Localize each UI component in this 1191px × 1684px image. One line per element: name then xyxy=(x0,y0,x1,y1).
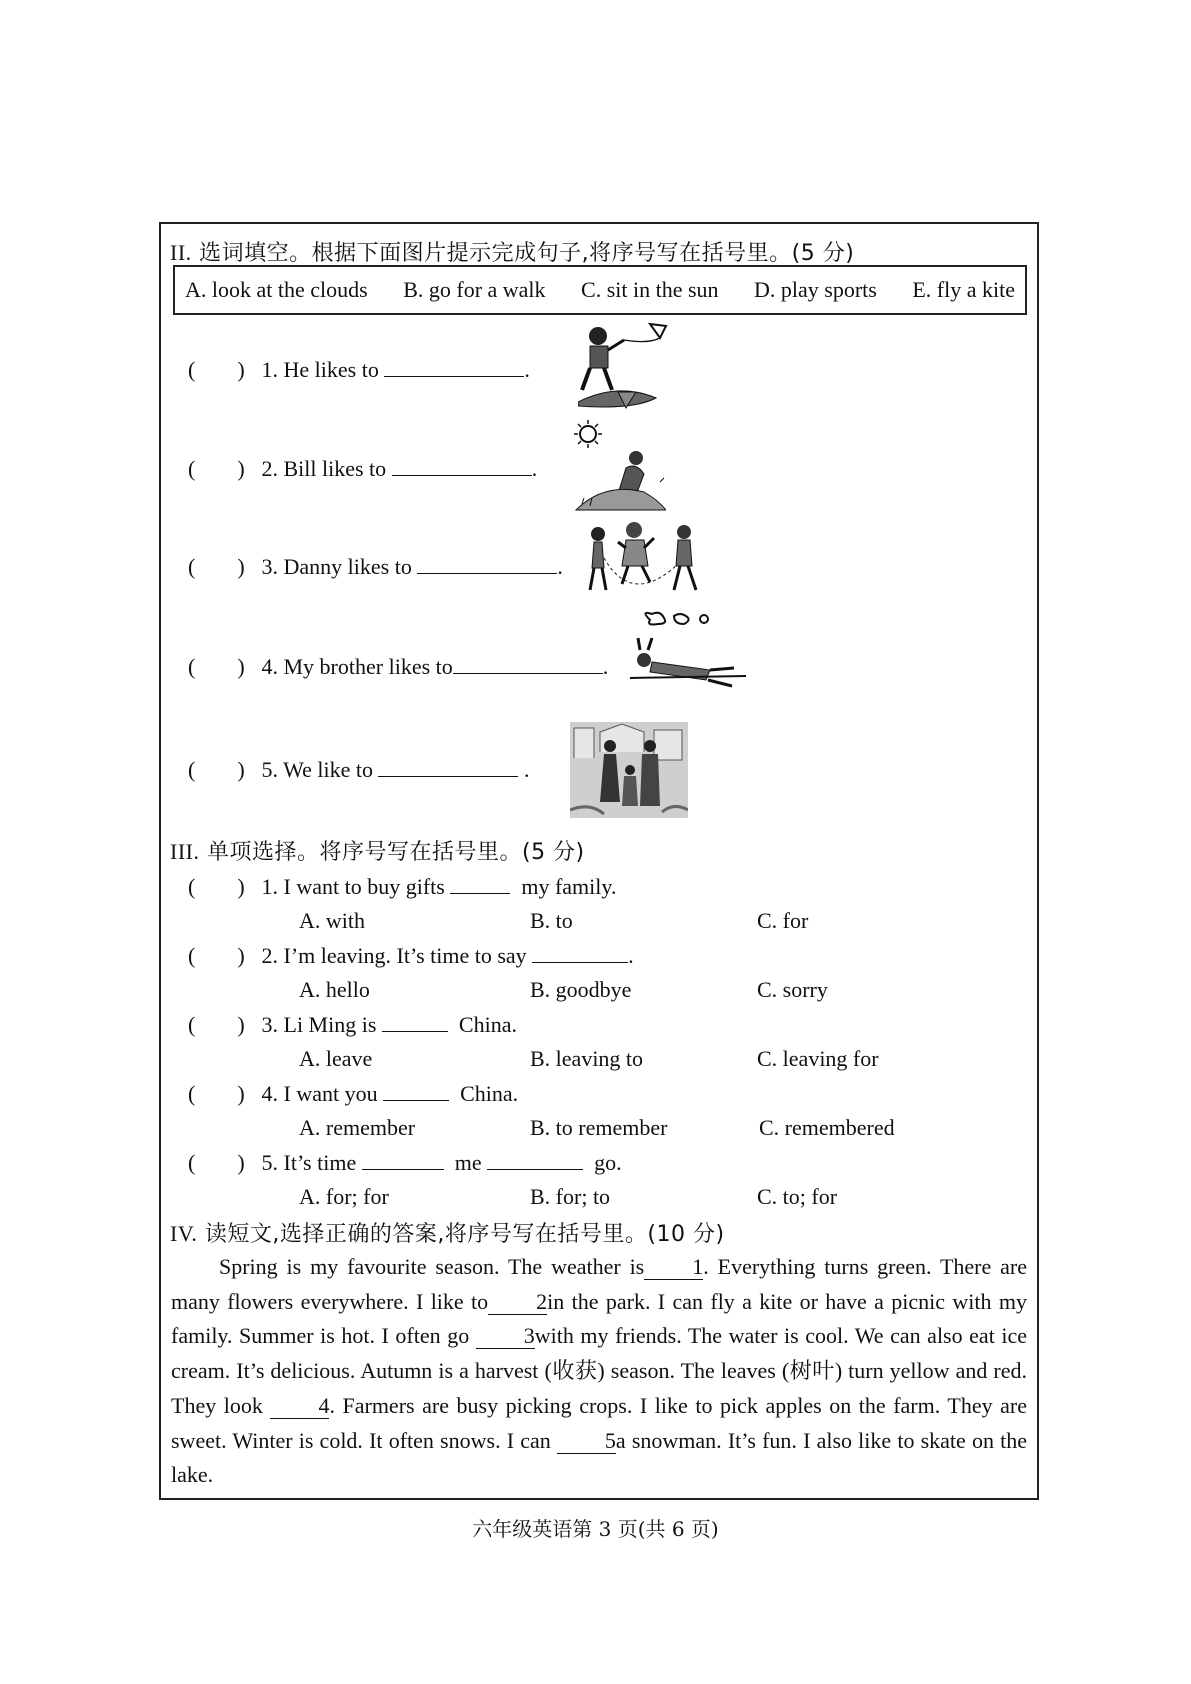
passage-blank-1: 1 xyxy=(644,1255,703,1280)
answer-blank xyxy=(382,1011,448,1032)
option-c: C. sit in the sun xyxy=(581,277,719,302)
answer-blank[interactable] xyxy=(417,553,557,574)
word-options-box xyxy=(173,265,1027,315)
option-b: B. go for a walk xyxy=(403,277,546,302)
page-footer: 六年级英语第 3 页(共 6 页) xyxy=(472,1517,719,1541)
answer-blank xyxy=(362,1149,444,1170)
choice-b[interactable]: B. to xyxy=(530,908,573,933)
passage-blank-3: 3 xyxy=(476,1324,535,1349)
choice-a[interactable]: A. hello xyxy=(299,977,370,1002)
answer-bracket[interactable]: ( ) xyxy=(188,654,245,679)
passage-blank-5: 5 xyxy=(557,1429,616,1454)
answer-blank[interactable] xyxy=(453,653,603,674)
answer-blank[interactable] xyxy=(392,455,532,476)
choice-b[interactable]: B. leaving to xyxy=(530,1046,644,1071)
answer-bracket[interactable]: ( ) xyxy=(188,357,245,382)
family-walk-icon xyxy=(570,722,688,818)
answer-blank xyxy=(532,942,628,963)
choice-c[interactable]: C. leaving for xyxy=(757,1046,879,1071)
choice-a[interactable]: A. for; for xyxy=(299,1184,389,1209)
reading-passage: Spring is my favourite season. The weather is 1. Everything turns green. There are many flowers everywhere. I like to 2in the park. I can fly a kite or have a picnic with my family. Summer is hot. I often go 3with my friends. The water is cool. We can also eat ice cream. It’s delicious. Autumn is a harvest (收获) season. The leaves (树叶) turn yellow and red. They look 4. Farmers are busy picking crops. I like to pick apples on the farm. They are sweet. Winter is cold. It often snows. I can 5a snowman. It’s fun. I also like to skate on the lake. xyxy=(171,1254,1028,1488)
choice-c[interactable]: C. remembered xyxy=(759,1115,895,1140)
fill-item-4: ( ) 4. My brother likes to . xyxy=(188,654,609,679)
answer-blank xyxy=(450,873,510,894)
mc-question-2: ( ) 2. I’m leaving. It’s time to say . xyxy=(188,943,634,968)
mc-question-3: ( ) 3. Li Ming is China. xyxy=(188,1012,517,1037)
choice-b[interactable]: B. goodbye xyxy=(530,977,632,1002)
answer-bracket[interactable]: ( ) xyxy=(188,456,245,481)
answer-bracket[interactable]: ( ) xyxy=(188,757,245,782)
choice-a[interactable]: A. remember xyxy=(299,1115,416,1140)
answer-blank[interactable] xyxy=(378,756,518,777)
fill-item-5: ( ) 5. We like to . xyxy=(188,757,530,782)
fill-item-3: ( ) 3. Danny likes to . xyxy=(188,554,563,579)
mc-question-4: ( ) 4. I want you China. xyxy=(188,1081,519,1106)
mc-question-5: ( ) 5. It’s time me go. xyxy=(188,1150,622,1175)
answer-blank[interactable] xyxy=(384,356,524,377)
mc-question-1: ( ) 1. I want to buy gifts my family. xyxy=(188,874,617,899)
sun-sitting-icon xyxy=(574,420,666,512)
section3-heading: III. 单项选择。将序号写在括号里。(5 分) xyxy=(170,839,585,865)
answer-bracket[interactable]: ( ) xyxy=(188,1012,245,1037)
choice-c[interactable]: C. to; for xyxy=(757,1184,838,1209)
option-e: E. fly a kite xyxy=(912,277,1015,302)
fill-item-2: ( ) 2. Bill likes to . xyxy=(188,456,538,481)
kids-playing-icon xyxy=(588,518,708,608)
option-a: A. look at the clouds xyxy=(185,277,368,302)
choice-a[interactable]: A. leave xyxy=(299,1046,373,1071)
choice-a[interactable]: A. with xyxy=(299,908,365,933)
choice-b[interactable]: B. to remember xyxy=(530,1115,668,1140)
choice-c[interactable]: C. for xyxy=(757,908,809,933)
answer-bracket[interactable]: ( ) xyxy=(188,1081,245,1106)
clouds-lying-icon xyxy=(630,610,746,698)
answer-bracket[interactable]: ( ) xyxy=(188,943,245,968)
choice-c[interactable]: C. sorry xyxy=(757,977,828,1002)
answer-bracket[interactable]: ( ) xyxy=(188,1150,245,1175)
answer-bracket[interactable]: ( ) xyxy=(188,554,245,579)
answer-blank xyxy=(487,1149,583,1170)
section2-heading: II. 选词填空。根据下面图片提示完成句子,将序号写在括号里。(5 分) xyxy=(170,240,855,266)
passage-blank-4: 4 xyxy=(270,1394,329,1419)
choice-b[interactable]: B. for; to xyxy=(530,1184,611,1209)
passage-blank-2: 2 xyxy=(488,1290,547,1315)
answer-bracket[interactable]: ( ) xyxy=(188,874,245,899)
section4-heading: IV. 读短文,选择正确的答案,将序号写在括号里。(10 分) xyxy=(170,1221,725,1247)
answer-blank xyxy=(383,1080,449,1101)
option-d: D. play sports xyxy=(754,277,877,302)
fill-item-1: ( ) 1. He likes to . xyxy=(188,357,530,382)
kite-boy-icon xyxy=(578,320,688,412)
